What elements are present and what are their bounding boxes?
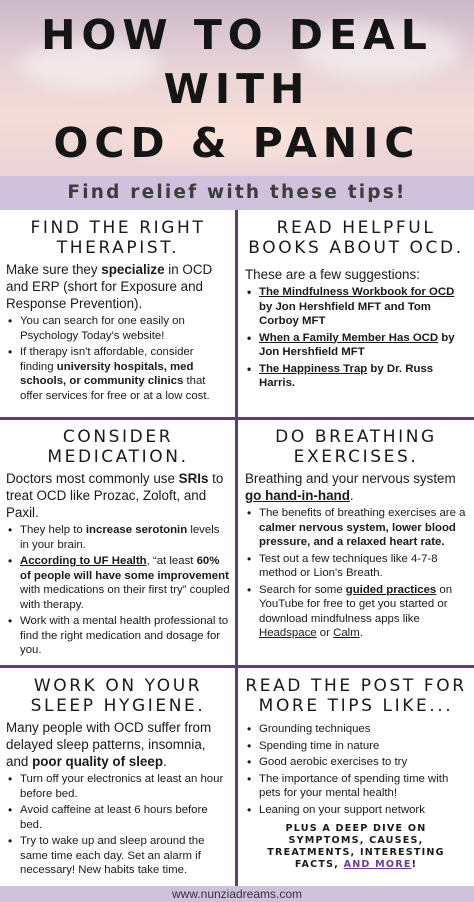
lead-text: Many people with OCD suffer from delayed sleep patterns, insomnia, and [6,720,212,769]
section-lead [245,470,467,504]
item-text: or [316,627,334,639]
item-text: that offer services for free or at a low cost. [20,375,210,402]
list-item [245,552,467,581]
list-item [245,285,467,329]
item-text: by Jon Hershfield MFT [259,331,455,358]
section-lead [6,719,230,770]
item-text: Turn off your electronics at least an hour before bed. [20,773,224,800]
lead-text: Breathing and your nervous system [245,471,456,486]
item-bold: increase serotonin [85,524,188,536]
horizontal-divider [0,665,474,668]
tips-grid [0,210,474,886]
section-heading: READ THE POST FOR MORE TIPS LIKE... [245,676,467,716]
section-therapist [6,218,230,416]
lead-text: Make sure they [6,262,102,277]
bullet-list [6,314,230,403]
item-bold: 60% of people will have some improvement [20,555,229,582]
book-link[interactable]: The Happiness Trap [259,362,368,375]
section-breathing [245,427,467,663]
book-link[interactable]: When a Family Member Has OCD [259,331,439,344]
list-item [6,834,230,878]
item-text: If therapy isn't affordable, consider finding [20,346,194,373]
bullet-list [6,772,230,878]
section-heading: CONSIDER MEDICATION. [47,427,189,467]
item-text: Search for some [259,583,346,596]
item-text: with medications on their first try” coupled with therapy. [20,584,230,611]
lead-bold: poor quality of sleep [32,754,164,769]
title-line-2: WITH [163,65,311,113]
item-text: , “at least [146,555,197,567]
title-line-1: HOW TO DEAL [41,11,433,59]
and-more-link[interactable]: AND MORE [343,859,412,870]
list-item [245,331,467,360]
item-text: . [359,627,363,639]
section-medication [6,427,230,663]
bullet-list [6,523,230,658]
item-text: The benefits of breathing exercises are a [259,507,466,519]
item-text: Try to wake up and sleep around the same time each day. Set an alarm if necessary! New habits take time. [20,835,205,876]
list-item [245,583,467,641]
list-item [245,506,467,550]
section-lead [6,261,230,312]
horizontal-divider [0,417,474,420]
section-heading: DO BREATHING EXERCISES. [275,427,437,467]
lead-text: to treat OCD like Prozac, Zoloft, and Paxil. [6,471,224,520]
list-item [6,345,230,403]
section-heading: WORK ON YOUR SLEEP HYGIENE. [30,676,206,716]
item-text: Work with a mental health professional to find the right medication and dosage for you. [20,615,229,656]
book-link[interactable]: The Mindfulness Workbook for OCD [259,286,455,298]
list-item: • Good aerobic exercises to try [245,755,467,770]
item-text: by Dr. Russ Harris. [259,362,434,389]
lead-text: in OCD and ERP (short for Exposure and Response Prevention). [6,262,213,311]
lead-text: . [163,754,167,769]
subtitle-banner: Find relief with these tips! [0,176,474,210]
lead-bold: SRIs [178,471,209,486]
headspace-link[interactable]: Headspace [259,627,317,639]
list-item [6,772,230,801]
list-item: • Grounding techniques [245,722,467,737]
uf-health-link[interactable]: According to UF Health [20,555,147,567]
section-lead [6,470,230,521]
list-item: • Leaning on your support network [245,803,467,818]
calm-link[interactable]: Calm [333,627,360,639]
vertical-divider [235,210,238,886]
list-item [6,314,230,343]
guided-practices-link[interactable]: guided practices [345,583,437,596]
lead-bold: specialize [101,262,165,277]
list-item [6,614,230,658]
item-bold: university hospitals, med schools, or community clinics [20,360,194,387]
bullet-list [245,285,467,391]
extra-note [245,823,467,871]
extra-text: PLUS A DEEP DIVE ON SYMPTOMS, CAUSES, TREATMENTS, INTERESTING FACTS, [267,823,445,870]
hand-in-hand-link[interactable]: go hand-in-hand [245,488,350,503]
item-text: You can search for one easily on Psychology Today's website! [20,315,185,342]
list-item [6,554,230,612]
title-line-3: OCD & PANIC [53,119,421,167]
list-item [6,803,230,832]
section-read-post [245,676,467,884]
section-heading: READ HELPFUL BOOKS ABOUT OCD. [248,218,464,258]
list-item: • The importance of spending time with pets for your mental health! [245,772,467,801]
list-item [245,362,467,391]
section-heading: FIND THE RIGHT THERAPIST. [30,218,206,258]
item-text: on YouTube for free to get you started or download mindfulness apps like [259,583,453,625]
list-item: • Spending time in nature [245,739,467,754]
extra-text: ! [411,859,418,870]
section-sleep [6,676,230,884]
list-item [6,523,230,552]
lead-text: Doctors most commonly use [6,471,179,486]
lead-text: . [349,488,354,503]
item-text: They help to [20,524,86,536]
bullet-list [245,722,467,817]
item-text: by Jon Hershfield MFT and Tom Corboy MFT [259,300,431,327]
section-books [245,218,467,416]
item-text: levels in your brain. [20,524,220,551]
section-lead: These are a few suggestions: [245,267,420,282]
item-text: Avoid caffeine at least 6 hours before bed. [20,804,208,831]
item-bold: calmer nervous system, lower blood pressure, and a relaxed heart rate. [259,521,456,548]
item-text: Test out a few techniques like 4-7-8 method or Lion's Breath. [259,552,438,579]
footer-url[interactable]: www.nunziadreams.com [0,886,474,902]
bullet-list [245,506,467,641]
header-banner [0,0,474,176]
